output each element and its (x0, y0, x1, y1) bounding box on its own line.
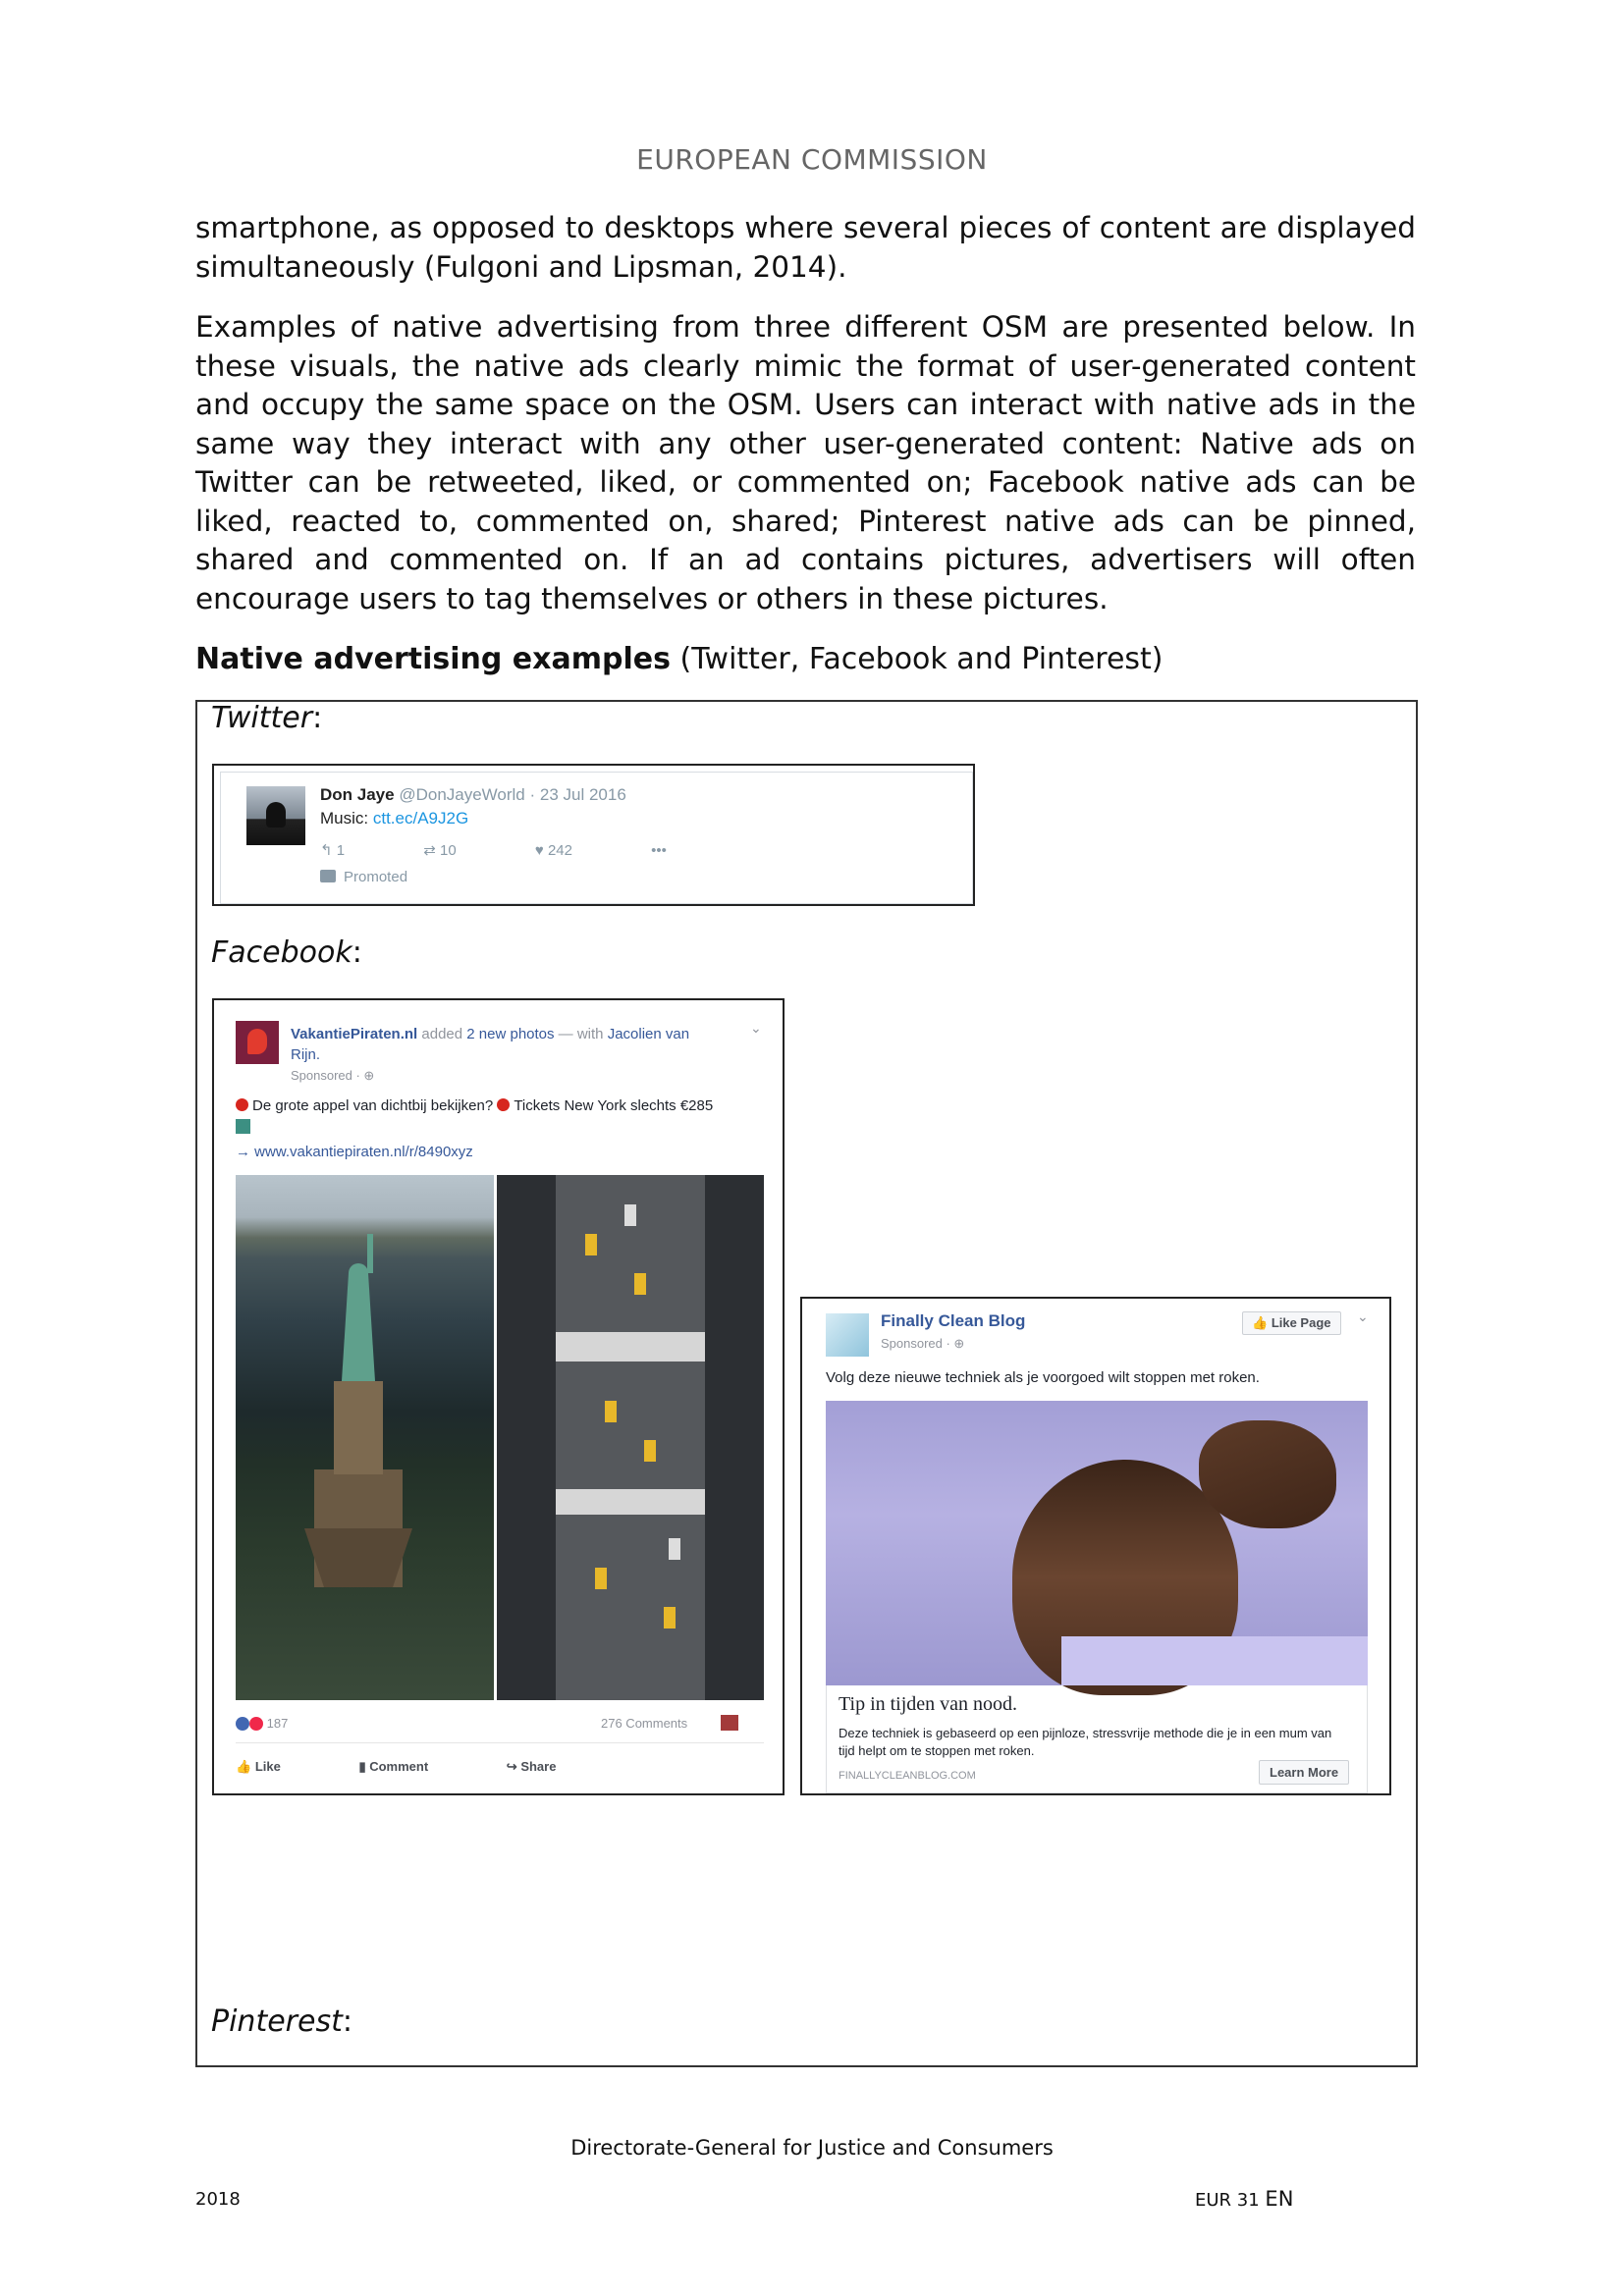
page-avatar[interactable] (826, 1313, 869, 1357)
promoted-label: Promoted (320, 869, 407, 885)
more-icon[interactable]: ••• (651, 842, 667, 859)
caption-rest: (Twitter, Facebook and Pinterest) (670, 642, 1164, 676)
link-domain: FINALLYCLEANBLOG.COM (839, 1770, 976, 1782)
twitter-tweet-text: Music: ctt.ec/A9J2G (320, 809, 469, 828)
like-page-button[interactable]: 👍 Like Page (1242, 1311, 1341, 1335)
twitter-user[interactable]: Don Jaye @DonJayeWorld · 23 Jul 2016 (320, 785, 626, 804)
comment-button[interactable]: ▮ Comment (358, 1759, 429, 1774)
apple-icon (236, 1098, 248, 1111)
statue-illustration (304, 1234, 412, 1587)
link-preview[interactable] (826, 1685, 1368, 1793)
like-reaction-icon (236, 1717, 249, 1731)
twitter-actions (320, 841, 704, 859)
sponsored-label: Sponsored · ⊕ (291, 1068, 375, 1083)
footer-eur: EUR 31 EN (1195, 2187, 1294, 2211)
reply-icon[interactable]: ↰ 1 (320, 842, 346, 859)
chevron-down-icon[interactable]: ⌄ (750, 1020, 762, 1036)
twitter-avatar (246, 786, 305, 845)
facebook-ad-1-screenshot (212, 998, 785, 1795)
body-paragraph-2: Examples of native advertising from three different OSM are presented below. In these visuals, the native ads clearly mimic the format of user-generated content and occupy the same space on the OSM. Users can interact with native ads in the same way they interact with any other user-generated content: Native ads on Twitter can be retweeted, liked, or commented on; Facebook native ads can be liked, reacted to, commented on, shared; Pinterest native ads can be pinned, shared and commented on. If an ad contains pictures, advertisers will often encourage users to tag themselves or others in these pictures. (195, 310, 1416, 615)
reaction-count[interactable]: 187 (236, 1716, 288, 1731)
twitter-label: Twitter: (211, 701, 323, 735)
new-york-taxis-photo[interactable] (497, 1175, 764, 1700)
page-name[interactable]: Finally Clean Blog (881, 1311, 1026, 1330)
street-illustration (497, 1175, 764, 1700)
divider (236, 1742, 764, 1743)
apple-icon (497, 1098, 510, 1111)
pinterest-label: Pinterest: (211, 2004, 352, 2039)
chevron-down-icon[interactable]: ⌄ (1357, 1308, 1369, 1324)
figure-caption (195, 642, 1164, 676)
post-header: VakantiePiraten.nl added 2 new photos — with Jacolien van Rijn. (291, 1026, 690, 1063)
hand-shape (1199, 1420, 1336, 1528)
share-button[interactable]: ↪ Share (506, 1759, 557, 1774)
facebook-ad-2-screenshot (800, 1297, 1391, 1795)
twitter-ad-screenshot (212, 764, 975, 906)
footer-year: 2018 (195, 2189, 241, 2210)
footer-dg: Directorate-General for Justice and Consumers (570, 2136, 1054, 2160)
shirt-shape (1061, 1636, 1368, 1685)
post-message: De grote appel van dichtbij bekijken? Tickets New York slechts €285 (236, 1097, 713, 1114)
facebook-label: Facebook: (211, 935, 362, 970)
stressed-man-photo[interactable] (826, 1401, 1368, 1685)
learn-more-button[interactable]: Learn More (1259, 1760, 1349, 1785)
page-logo[interactable] (236, 1021, 279, 1064)
viewer-avatar[interactable] (721, 1715, 738, 1731)
retweet-icon[interactable]: ⇄ 10 (423, 842, 457, 859)
like-heart-icon[interactable]: ♥ 242 (534, 842, 572, 859)
promoted-icon (320, 870, 336, 882)
post-url[interactable]: → www.vakantiepiraten.nl/r/8490xyz (236, 1144, 473, 1160)
comments-count[interactable]: 276 Comments (601, 1716, 688, 1731)
twitter-link[interactable]: ctt.ec/A9J2G (372, 809, 469, 828)
caption-bold: Native advertising examples (195, 642, 671, 676)
link-description: Deze techniek is gebaseerd op een pijnloze, stressvrije methode die je in een mum van tijd helpt om te stoppen met roken. (839, 1726, 1332, 1758)
header-title: EUROPEAN COMMISSION (636, 143, 988, 176)
like-button[interactable]: 👍 Like (236, 1759, 281, 1774)
sponsored-label: Sponsored · ⊕ (881, 1336, 965, 1351)
link-headline: Tip in tijden van nood. (839, 1693, 1018, 1715)
post-actions (236, 1759, 630, 1775)
statue-icon (236, 1119, 250, 1134)
body-paragraph-1: smartphone, as opposed to desktops where several pieces of content are displayed simultaneously (Fulgoni and Lipsman, 2014). (195, 211, 1416, 284)
statue-of-liberty-photo[interactable] (236, 1175, 494, 1700)
post-message: Volg deze nieuwe techniek als je voorgoed wilt stoppen met roken. (826, 1369, 1260, 1386)
love-reaction-icon (249, 1717, 263, 1731)
